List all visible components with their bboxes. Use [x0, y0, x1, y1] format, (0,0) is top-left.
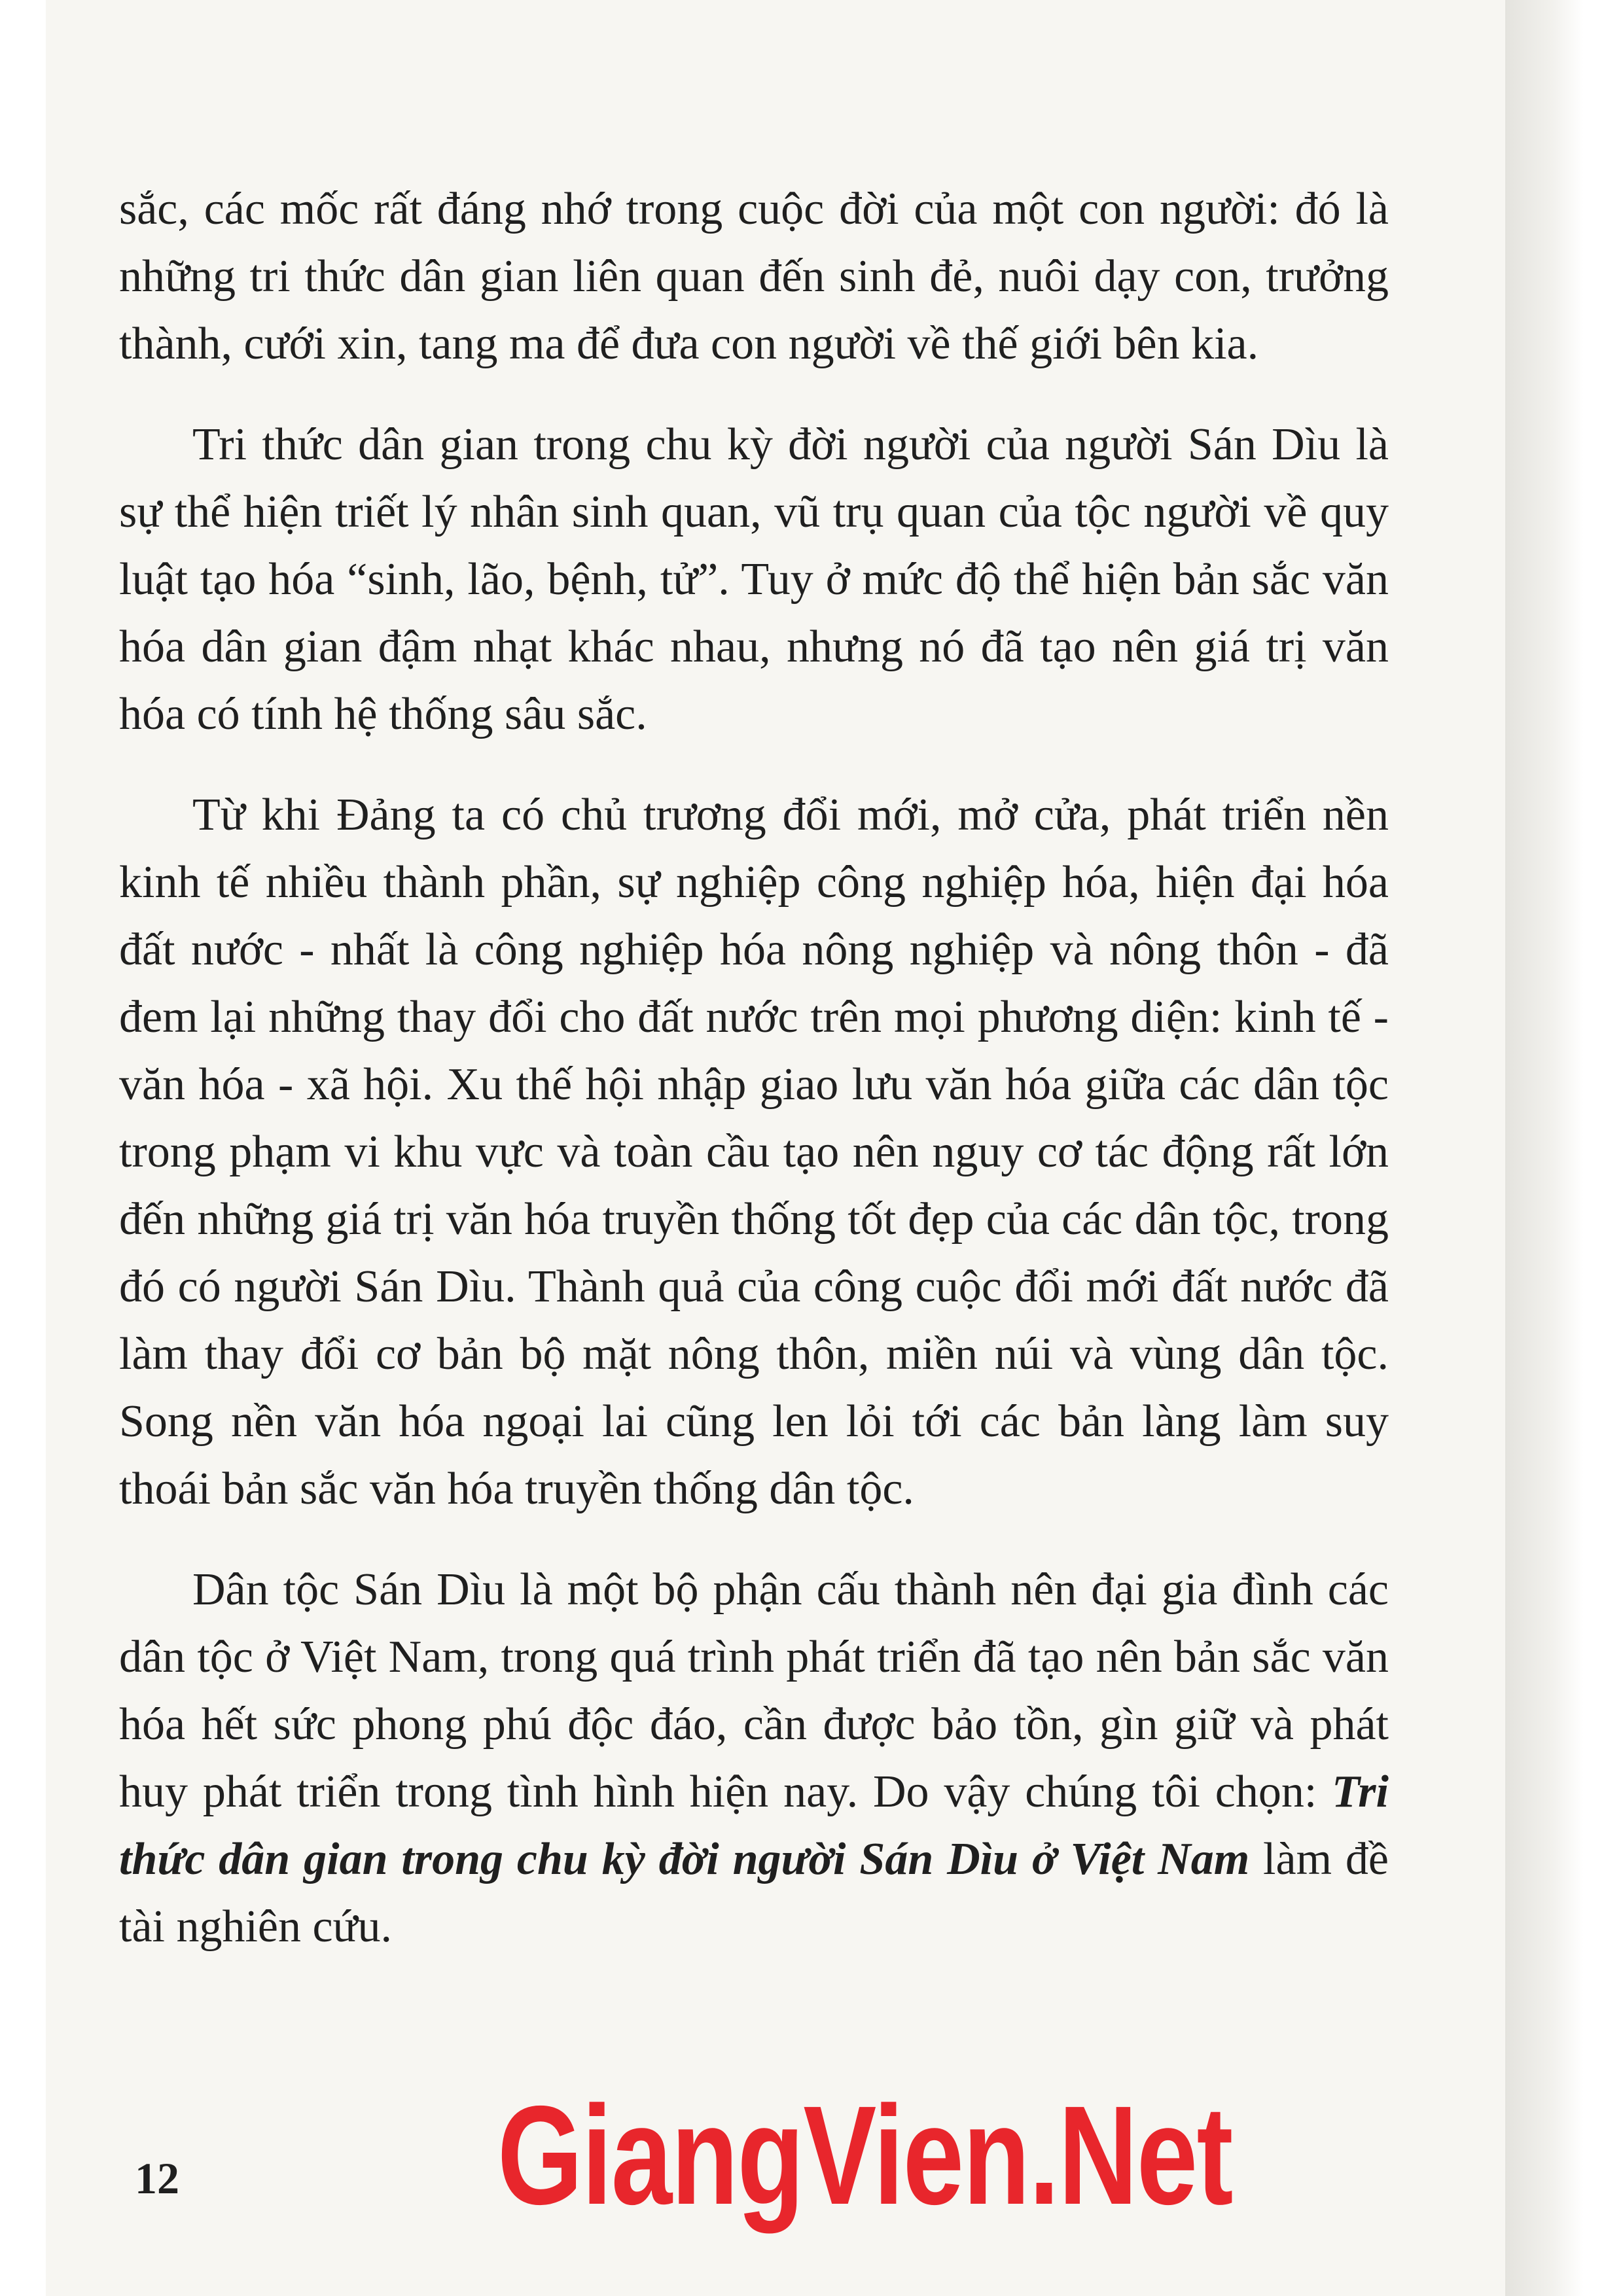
research-topic-title: Tri thức dân gian trong chu kỳ đời người Sán Dìu ở Việt Nam: [119, 1767, 1389, 1884]
paragraph-4-tail: làm đề tài nghiên cứu.: [119, 1834, 1389, 1952]
paragraph-2: Tri thức dân gian trong chu kỳ đời người của người Sán Dìu là sự thể hiện triết lý nhân sinh quan, vũ trụ quan của tộc người về quy luật tạo hóa “sinh, lão, bệnh, tử”. Tuy ở mức độ thể hiện bản sắc văn hóa dân gian đậm nhạt khác nhau, nhưng nó đã tạo nên giá trị văn hóa có tính hệ thống sâu sắc.: [119, 419, 1389, 739]
page-edge-shadow: [1505, 0, 1584, 2296]
paragraph-3: Từ khi Đảng ta có chủ trương đổi mới, mở cửa, phát triển nền kinh tế nhiều thành phần, sự nghiệp công nghiệp hóa, hiện đại hóa đất nước - nhất là công nghiệp hóa nông nghiệp và nông thôn - đã đem lại những thay đổi cho đất nước trên mọi phương diện: kinh tế - văn hóa - xã hội. Xu thế hội nhập giao lưu văn hóa giữa các dân tộc trong phạm vi khu vực và toàn cầu tạo nên nguy cơ tác động rất lớn đến những giá trị văn hóa truyền thống tốt đẹp của các dân tộc, trong đó có người Sán Dìu. Thành quả của công cuộc đổi mới đất nước đã làm thay đổi cơ bản bộ mặt nông thôn, miền núi và vùng dân tộc. Song nền văn hóa ngoại lai cũng len lỏi tới các bản làng làm suy thoái bản sắc văn hóa truyền thống dân tộc.: [119, 790, 1389, 1514]
page-number: 12: [135, 2153, 179, 2203]
body-text: [119, 175, 1389, 1994]
paragraph-4-lead: Dân tộc Sán Dìu là một bộ phận cấu thành nên đại gia đình các dân tộc ở Việt Nam, trong quá trình phát triển đã tạo nên bản sắc văn hóa hết sức phong phú độc đáo, cần được bảo tồn, gìn giữ và phát huy phát triển trong tình hình hiện nay. Do vậy chúng tôi chọn:: [119, 1564, 1389, 1817]
watermark-text: GiangVien.Net: [497, 2076, 1232, 2234]
paragraph-4: [119, 1556, 1389, 1960]
book-page: [46, 0, 1551, 2296]
paragraph-1: sắc, các mốc rất đáng nhớ trong cuộc đời của một con người: đó là những tri thức dân gian liên quan đến sinh đẻ, nuôi dạy con, trưởng thành, cưới xin, tang ma để đưa con người về thế giới bên kia.: [119, 184, 1389, 369]
